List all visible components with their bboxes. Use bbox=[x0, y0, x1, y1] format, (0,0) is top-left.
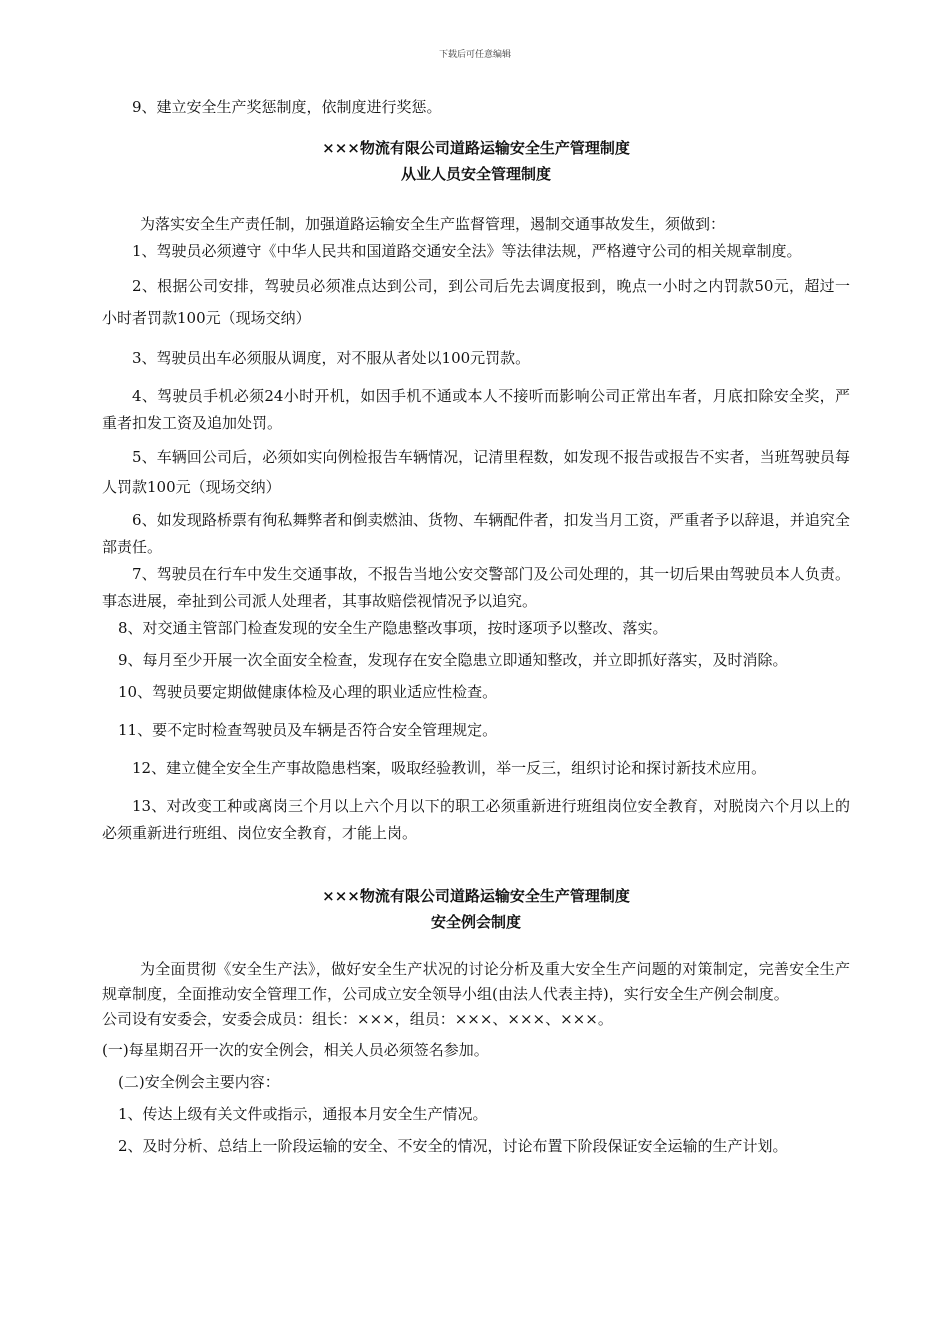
section2-item-b: (二)安全例会主要内容： bbox=[118, 1073, 280, 1091]
section1-lead: 为落实安全生产责任制，加强道路运输安全生产监督管理，遏制交通事故发生，须做到： bbox=[140, 215, 726, 233]
section1-item-8: 8、对交通主管部门检查发现的安全生产隐患整改事项，按时逐项予以整改、落实。 bbox=[118, 619, 668, 637]
section1-item-3: 3、驾驶员出车必须服从调度，对不服从者处以100元罚款。 bbox=[132, 349, 531, 367]
section1-item-13: 13、对改变工种或离岗三个月以上六个月以下的职工必须重新进行班组岗位安全教育，对脱岗六个月以上的必须重新进行班组、岗位安全教育，才能上岗。 bbox=[102, 797, 850, 842]
section1-item-4: 4、驾驶员手机必须24小时开机，如因手机不通或本人不接听而影响公司正常出车者，月底扣除安全奖，严重者扣发工资及追加处罚。 bbox=[102, 387, 850, 432]
section1-item-11: 11、要不定时检查驾驶员及车辆是否符合安全管理规定。 bbox=[118, 721, 498, 739]
section1-item-7: 7、驾驶员在行车中发生交通事故，不报告当地公安交警部门及公司处理的，其一切后果由驾驶员本人负责。事态进展，牵扯到公司派人处理者，其事故赔偿视情况予以追究。 bbox=[102, 565, 850, 610]
section1-subtitle: 从业人员安全管理制度 bbox=[400, 165, 551, 183]
section1-item-2: 2、根据公司安排，驾驶员必须准点达到公司，到公司后先去调度报到，晚点一小时之内罚款50元，超过一小时者罚款100元（现场交纳） bbox=[102, 277, 850, 327]
section2-subtitle: 安全例会制度 bbox=[430, 913, 521, 931]
section1-item-10: 10、驾驶员要定期做健康体检及心理的职业适应性检查。 bbox=[118, 683, 498, 701]
document-body bbox=[102, 94, 850, 1160]
intro-item: 9、建立安全生产奖惩制度，依制度进行奖惩。 bbox=[132, 98, 442, 116]
section1-item-5: 5、车辆回公司后，必须如实向例检报告车辆情况，记清里程数，如发现不报告或报告不实者，当班驾驶员每人罚款100元（现场交纳） bbox=[102, 448, 850, 496]
section1-item-9: 9、每月至少开展一次全面安全检查，发现存在安全隐患立即通知整改，并立即抓好落实，及时消除。 bbox=[118, 651, 788, 669]
section1-item-12: 12、建立健全安全生产事故隐患档案，吸取经验教训，举一反三，组织讨论和探讨新技术应用。 bbox=[132, 759, 767, 777]
section1-item-6: 6、如发现路桥票有徇私舞弊者和倒卖燃油、货物、车辆配件者，扣发当月工资，严重者予以辞退，并追究全部责任。 bbox=[102, 511, 850, 556]
header-note: 下载后可任意编辑 bbox=[438, 50, 511, 60]
section2-lead: 为全面贯彻《安全生产法》，做好安全生产状况的讨论分析及重大安全生产问题的对策制定，完善安全生产规章制度，全面推动安全管理工作，公司成立安全领导小组(由法人代表主持)，实行安全生产例会制度。 bbox=[102, 960, 850, 1003]
section-employee-safety bbox=[102, 135, 850, 847]
section2-point-1: 1、传达上级有关文件或指示，通报本月安全生产情况。 bbox=[118, 1105, 488, 1123]
section-safety-meeting bbox=[102, 883, 850, 1160]
section2-committee: 公司设有安委会，安委会成员：组长：×××，组员：×××、×××、×××。 bbox=[102, 1010, 613, 1028]
section1-item-1: 1、驾驶员必须遵守《中华人民共和国道路交通安全法》等法律法规，严格遵守公司的相关规章制度。 bbox=[132, 242, 802, 260]
section2-title: ×××物流有限公司道路运输安全生产管理制度 bbox=[322, 887, 630, 905]
section2-point-2: 2、及时分析、总结上一阶段运输的安全、不安全的情况，讨论布置下阶段保证安全运输的生产计划。 bbox=[118, 1137, 788, 1155]
section2-item-a: (一)每星期召开一次的安全例会，相关人员必须签名参加。 bbox=[102, 1041, 489, 1059]
section1-title: ×××物流有限公司道路运输安全生产管理制度 bbox=[322, 139, 630, 157]
